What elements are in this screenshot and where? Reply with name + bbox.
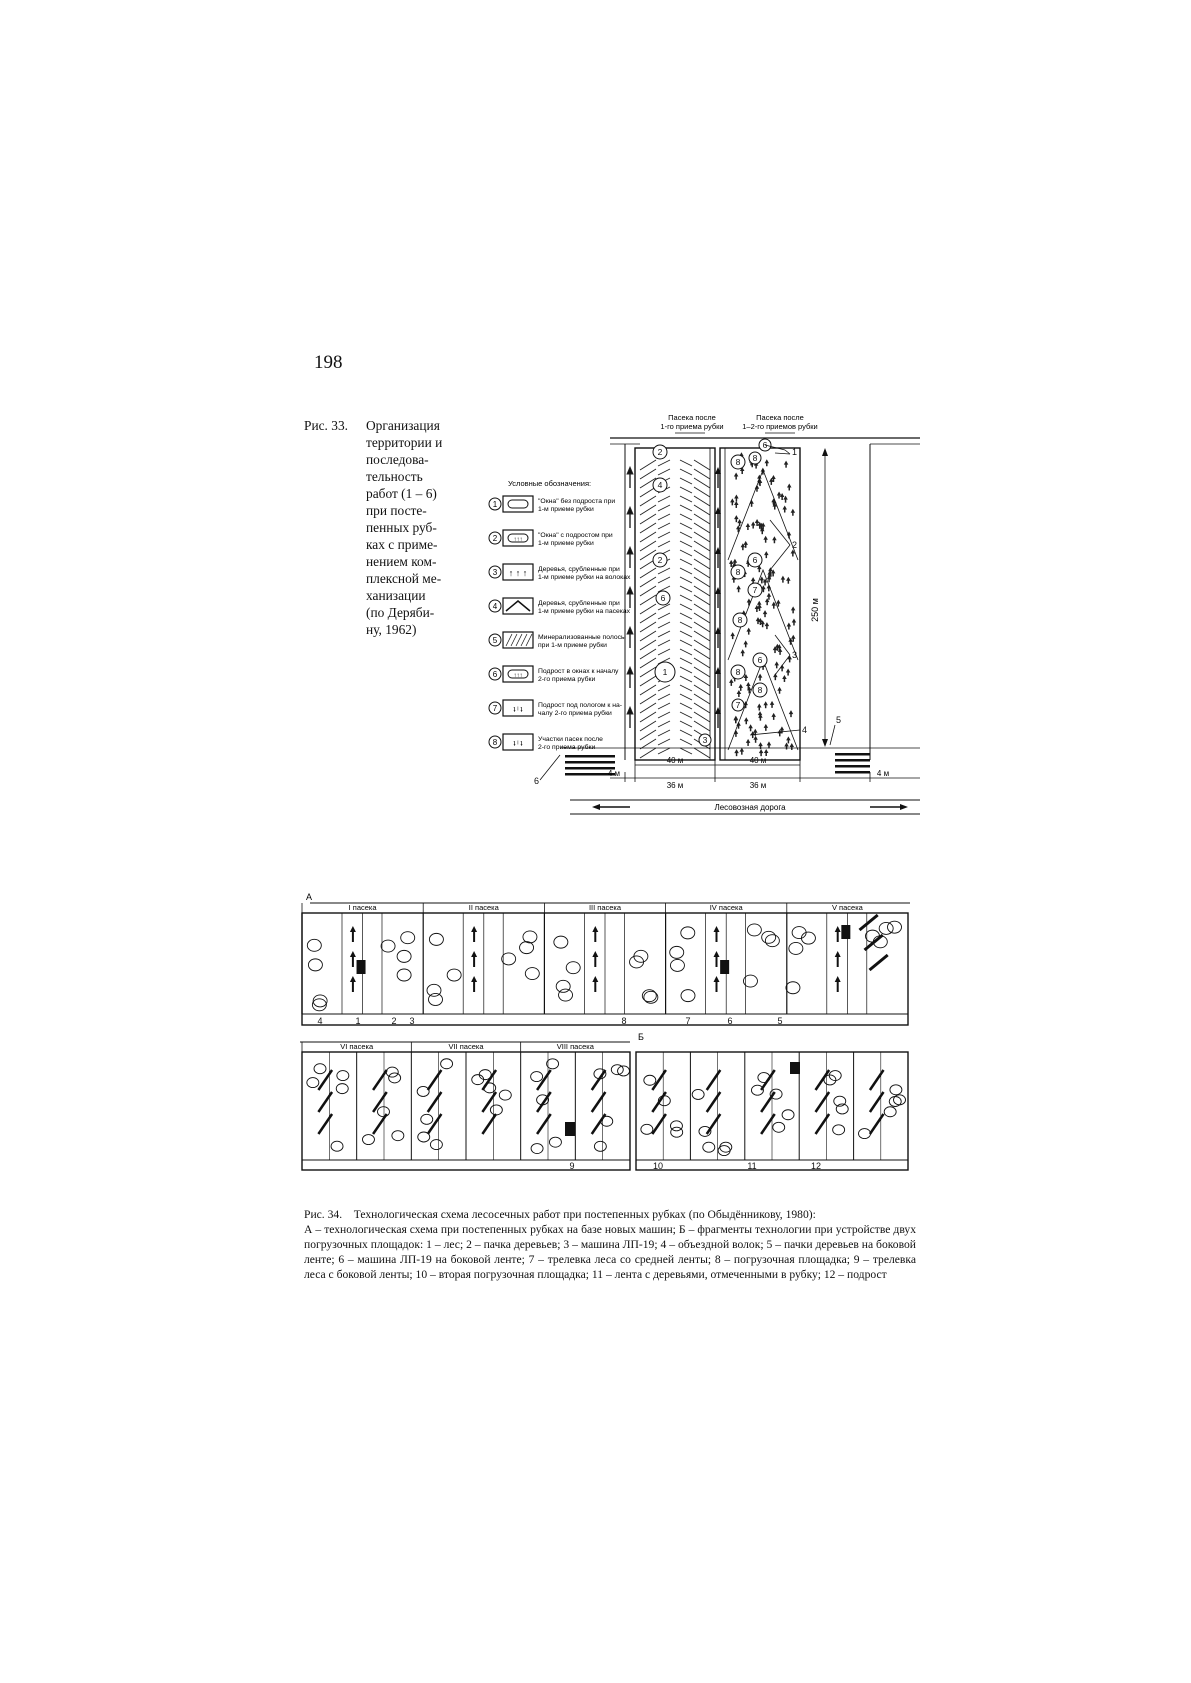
- svg-text:2: 2: [657, 447, 663, 457]
- fig33-caption-line: (по Деряби-: [366, 605, 435, 620]
- fig34-top-number: 5: [777, 1016, 783, 1026]
- svg-text:1: 1: [662, 667, 668, 677]
- svg-text:8: 8: [735, 457, 741, 467]
- svg-text:8: 8: [735, 567, 741, 577]
- fig33-legend-text: чалу 2-го приема рубки: [538, 710, 612, 717]
- fig33-legend-num: 5: [492, 636, 498, 645]
- fig34-top-strip-label: IV пасека: [709, 903, 743, 912]
- fig34-top-strip-label: II пасека: [468, 903, 499, 912]
- fig33-legend-text: "Окна" без подроста при: [538, 498, 616, 505]
- fig34-bottom-number: 10: [652, 1161, 664, 1171]
- fig33-callout-5: 5: [836, 715, 842, 725]
- fig34-top-number: 3: [409, 1016, 415, 1026]
- fig33-caption-line: тельность: [366, 469, 423, 484]
- fig33-legend-num: 3: [492, 568, 498, 577]
- fig34-top-number: 4: [317, 1016, 323, 1026]
- fig33-caption-label: Рис. 33.: [304, 418, 348, 433]
- fig34-bottom-number: 9: [569, 1161, 575, 1171]
- fig33-callout-4: 4: [802, 725, 808, 735]
- fig34-caption: [304, 1207, 916, 1282]
- fig34-label-a: А: [306, 892, 313, 902]
- svg-text:8: 8: [737, 615, 743, 625]
- fig33-dim-40-left: 40 м: [666, 756, 684, 765]
- fig33-legend-text: 1-м приеме рубки: [538, 506, 594, 513]
- fig34-bottom-strip-label: VII пасека: [448, 1042, 484, 1051]
- svg-text:4: 4: [657, 480, 663, 490]
- fig33-caption-line: при посте-: [366, 503, 427, 518]
- fig34-bottom-number: 12: [810, 1161, 822, 1171]
- svg-text:ʇ ˡ ʇ: ʇ ˡ ʇ: [513, 707, 523, 714]
- fig33-header-right-2: 1–2-го приемов рубки: [742, 422, 818, 431]
- fig33-legend-title: Условные обозначения:: [508, 479, 592, 488]
- fig33-legend: [488, 476, 678, 796]
- fig33-dim-36-right: 36 м: [749, 781, 767, 790]
- fig34-label-b: Б: [638, 1032, 644, 1042]
- fig33-callout-3: 3: [792, 650, 798, 660]
- svg-text:6: 6: [752, 555, 758, 565]
- fig33-dim-4-left: 4 м: [607, 769, 620, 778]
- fig34-diagram: [300, 890, 912, 1190]
- fig33-legend-text: "Окна" с подростом при: [538, 532, 613, 539]
- svg-text:2: 2: [657, 555, 663, 565]
- fig33-legend-text: Участки пасек после: [538, 736, 603, 743]
- fig33-caption-line: территории и: [366, 435, 443, 450]
- fig34-top-strip-label: I пасека: [348, 903, 377, 912]
- fig33-legend-text: Подрост в окнах к началу: [538, 668, 619, 675]
- svg-text:↑ ↑ ↑: ↑ ↑ ↑: [508, 568, 528, 578]
- fig33-caption-line: пенных руб-: [366, 520, 437, 535]
- svg-text:↑↑↑: ↑↑↑: [513, 673, 523, 679]
- fig33-road-label: Лесовозная дорога: [714, 803, 786, 812]
- fig34-top-number: 1: [355, 1016, 361, 1026]
- fig33-legend-text: Минерализованные полосы: [538, 634, 626, 641]
- fig33-dim-250: 250 м: [810, 598, 820, 622]
- fig33-legend-text: Подрост под пологом к на-: [538, 702, 623, 709]
- svg-text:↑↑↑: ↑↑↑: [513, 537, 523, 543]
- fig33-legend-num: 1: [492, 500, 498, 509]
- svg-text:3: 3: [702, 735, 708, 745]
- fig33-callout-6: 6: [534, 776, 540, 786]
- fig34-top-number: 6: [727, 1016, 733, 1026]
- fig34-caption-label: Рис. 34.: [304, 1208, 343, 1221]
- fig34-top-number: 8: [621, 1016, 627, 1026]
- svg-text:6: 6: [762, 440, 768, 450]
- fig33-dim-4-right: 4 м: [876, 769, 890, 778]
- svg-text:7: 7: [752, 585, 758, 595]
- fig33-legend-text: 2-го приема рубки: [538, 744, 596, 751]
- fig33-legend-num: 7: [492, 704, 498, 713]
- fig33-caption-text: [366, 417, 474, 638]
- fig33-caption-line: ну, 1962): [366, 622, 417, 637]
- svg-text:ʇ ˡ ʇ: ʇ ˡ ʇ: [513, 741, 523, 748]
- fig33-legend-text: 1-м приеме рубки: [538, 540, 594, 547]
- fig33-caption-line: Организация: [366, 418, 440, 433]
- svg-text:6: 6: [660, 593, 666, 603]
- fig33-legend-num: 6: [492, 670, 498, 679]
- fig33-header-left-1: Пасека после: [668, 413, 716, 422]
- svg-text:8: 8: [757, 685, 763, 695]
- fig33-caption-line: работ (1 – 6): [366, 486, 437, 501]
- fig33-legend-text: 1-м приеме рубки на пасеках: [538, 608, 631, 615]
- fig34-top-strip-label: V пасека: [831, 903, 863, 912]
- fig33-legend-num: 8: [492, 738, 498, 747]
- fig33-legend-num: 2: [492, 534, 498, 543]
- fig34-top-number: 2: [391, 1016, 397, 1026]
- fig33-caption-line: ках с приме-: [366, 537, 438, 552]
- fig34-top-number: 7: [685, 1016, 691, 1026]
- fig33-header-right-1: Пасека после: [756, 413, 804, 422]
- fig33-legend-text: Деревья, срубленные при: [538, 600, 620, 607]
- fig33-caption-line: ханизации: [366, 588, 426, 603]
- fig33-legend-num: 4: [492, 602, 498, 611]
- fig33-callout-1: 1: [792, 447, 798, 457]
- svg-text:8: 8: [735, 667, 741, 677]
- fig33-caption-line: плексной ме-: [366, 571, 442, 586]
- fig33-dim-40-right: 40 м: [749, 756, 767, 765]
- fig34-bottom-strip-label: VI пасека: [340, 1042, 374, 1051]
- fig33-header-left-2: 1-го приема рубки: [660, 422, 724, 431]
- svg-text:6: 6: [757, 655, 763, 665]
- fig33-dim-36-left: 36 м: [666, 781, 684, 790]
- fig34-top-strip-label: III пасека: [588, 903, 622, 912]
- fig34-bottom-strip-label: VIII пасека: [556, 1042, 594, 1051]
- fig34-bottom-number: 11: [747, 1161, 757, 1171]
- fig33-callout-2: 2: [792, 540, 798, 550]
- svg-text:8: 8: [752, 453, 758, 463]
- fig33-caption-line: последова-: [366, 452, 429, 467]
- fig34-caption-body: А – технологическая схема при постепенных рубках на базе новых машин; Б – фрагменты технологии при устройстве двух погрузочных площадок: 1 – лес; 2 – пачка деревьев; 3 – машина ЛП-19; 4 – объездной волок; 5 – пачки деревьев на боковой ленте; 6 – машина ЛП-19 на боковой ленте; 7 – трелевка леса со средней ленты; 8 – погрузочная площадка; 9 – трелевка леса с боковой ленты; 10 – вторая погрузочная площадка; 11 – лента с деревьями, отмеченными в рубку; 12 – подрост: [304, 1223, 916, 1281]
- page-number: 198: [314, 352, 343, 373]
- fig33-legend-text: 1-м приеме рубки на волоках: [538, 574, 631, 581]
- fig33-legend-text: Деревья, срубленные при: [538, 566, 620, 573]
- fig33-legend-text: 2-го приема рубки: [538, 676, 596, 683]
- fig33-caption-line: нением ком-: [366, 554, 437, 569]
- svg-text:7: 7: [735, 700, 741, 710]
- fig33-legend-text: при 1-м приеме рубки: [538, 642, 607, 649]
- fig34-caption-title: Технологическая схема лесосечных работ при постепенных рубках (по Обыдённикову, 1980):: [353, 1208, 816, 1221]
